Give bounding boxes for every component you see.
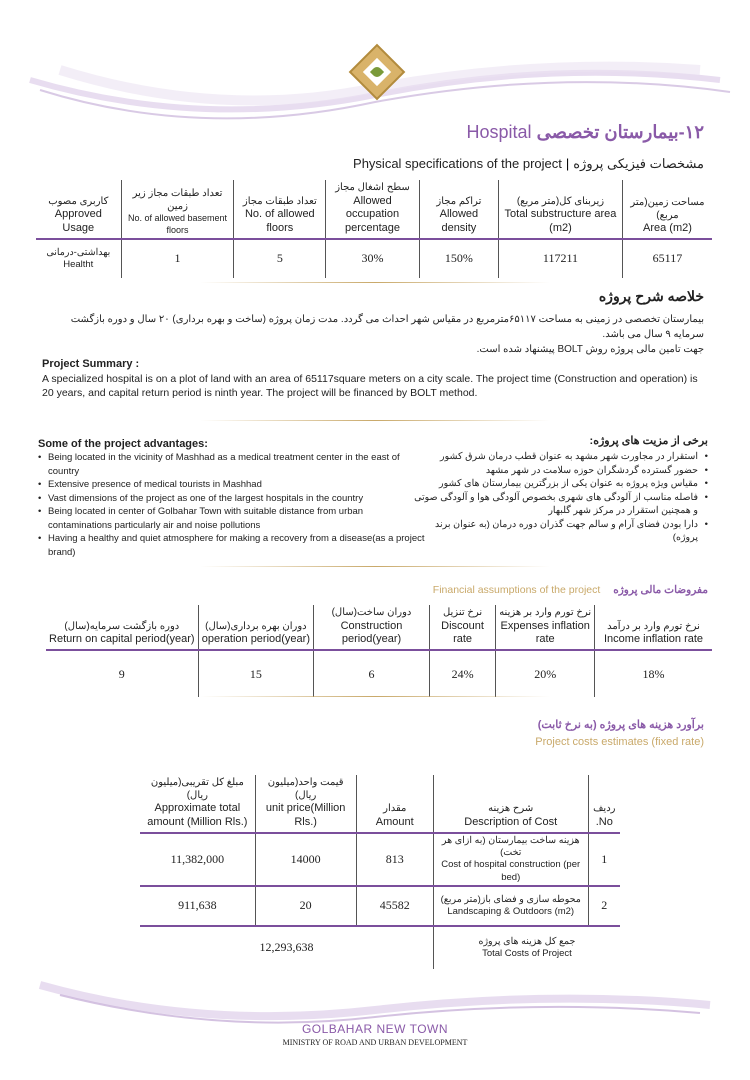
financial-table	[46, 605, 712, 697]
financial-header: نرخ تنزیل Discount rate	[429, 605, 495, 650]
financial-header: دوره بازگشت سرمایه(سال) Return on capital period(year)	[46, 605, 198, 650]
spec-value: 1	[121, 239, 234, 278]
costs-header: مبلغ کل تقریبی(میلیون ریال) Approximate total amount (Million Rls.)	[140, 775, 255, 833]
costs-header: ردیف No.	[588, 775, 620, 833]
list-item: • استقرار در مجاورت شهر مشهد به عنوان قطب درمان شرق کشور	[408, 450, 708, 464]
cost-unit: 14000	[255, 833, 356, 886]
cost-desc: هزینه ساخت بیمارستان (به ازای هر تخت) Cost of hospital construction (per bed)	[433, 833, 588, 886]
list-item: • دارا بودن فضای آرام و سالم جهت گذران دوره درمان (به عنوان برند پروژه)	[408, 518, 708, 545]
cost-unit: 20	[255, 886, 356, 926]
financial-value: 18%	[595, 650, 712, 697]
spec-header: زیربنای کل(متر مربع) Total substructure area (m2)	[499, 180, 623, 239]
spec-value: 65117	[622, 239, 712, 278]
page-title	[453, 122, 704, 143]
list-item: • Having a healthy and quiet atmosphere for making a recovery from a disease(as a project brand)	[38, 532, 428, 559]
financial-header: دوران ساخت(سال) Construction period(year)	[314, 605, 430, 650]
cost-total: 911,638	[140, 886, 255, 926]
spec-header: تعداد طبقات مجاز No. of allowed floors	[234, 180, 326, 239]
financial-value: 6	[314, 650, 430, 697]
divider	[200, 282, 550, 283]
list-item: • حضور گسترده گردشگران حوزه سلامت در شهر مشهد	[408, 464, 708, 478]
financial-value: 20%	[496, 650, 595, 697]
spec-value: 150%	[419, 239, 498, 278]
cost-amount: 813	[356, 833, 433, 886]
financial-heading-en: Financial assumptions of the project	[432, 584, 601, 596]
spec-header: تراکم مجاز Allowed density	[419, 180, 498, 239]
list-item: و همچنین استقرار در مرکز شهر گلبهار	[548, 505, 698, 516]
costs-heading-en: Project costs estimates (fixed rate)	[535, 736, 704, 748]
list-item: • فاصله مناسب از آلودگی های شهری بخصوص آلودگی هوا و آلودگی صوتی	[408, 491, 708, 505]
total-row	[140, 926, 620, 969]
title-en: Hospital	[466, 122, 532, 142]
list-item: • مقیاس ویژه پروژه به عنوان یکی از بزرگترین بیمارستان های کشور	[408, 477, 708, 491]
financial-value: 9	[118, 666, 125, 681]
cost-desc: محوطه سازی و فضای باز(متر مربع) Landscaping & Outdoors (m2)	[433, 886, 588, 926]
advantages-list-fa	[408, 450, 708, 545]
list-item: • Extensive presence of medical tourists in Mashhad	[38, 478, 428, 492]
financial-value: 15	[198, 650, 314, 697]
spec-header: کاربری مصوب Approved Usage	[36, 180, 121, 239]
summary-text-en: A specialized hospital is on a plot of land with an area of 65117square meters on a city scale. The project time (Construction and operation) is 20 years, and capital return period is ninth year. The project will be financed by BOLT method.	[42, 373, 698, 399]
financial-header: نرخ تورم وارد بر هزینه Expenses inflation rate	[496, 605, 595, 650]
list-item: contaminations particularly air and noise pollutions	[48, 519, 261, 531]
spec-usage: بهداشتی-درمانی Healtht	[46, 247, 111, 270]
cost-grand-total: 12,293,638	[259, 940, 314, 955]
cost-no: 1	[588, 833, 620, 886]
footer-subtitle: MINISTRY OF ROAD AND URBAN DEVELOPMENT	[282, 1038, 468, 1047]
spec-header: مساحت زمین(متر مربع) Area (m2)	[622, 180, 712, 239]
list-item: • Being located in the vicinity of Mashhad as a medical treatment center in the east of country	[38, 451, 428, 478]
cost-no: 2	[588, 886, 620, 926]
spec-value: 30%	[326, 239, 420, 278]
advantages-list-en	[38, 451, 428, 559]
spec-header: سطح اشغال مجاز Allowed occupation percentage	[326, 180, 420, 239]
divider	[200, 566, 550, 567]
advantages-heading-en: Some of the project advantages:	[38, 438, 208, 450]
divider	[200, 696, 550, 697]
spec-heading: مشخصات فیزیکی پروژه|Physical specifications of the project	[353, 156, 704, 171]
table-row	[140, 886, 620, 926]
costs-table	[140, 775, 620, 969]
title-fa: ۱۲-بیمارستان تخصصی	[536, 122, 704, 142]
costs-header: شرح هزینه Description of Cost	[433, 775, 588, 833]
footer-title: GOLBAHAR NEW TOWN	[301, 1022, 449, 1036]
cost-amount: 45582	[356, 886, 433, 926]
cost-total-label: جمع کل هزینه های پروژه Total Costs of Project	[433, 926, 620, 969]
spec-table	[36, 180, 712, 278]
spec-heading-fa: مشخصات فیزیکی پروژه	[573, 156, 704, 171]
financial-value: 24%	[429, 650, 495, 697]
spec-value: 5	[234, 239, 326, 278]
summary-heading-en: Project Summary :	[42, 358, 140, 370]
spec-heading-en: Physical specifications of the project	[353, 156, 562, 171]
table-row	[140, 833, 620, 886]
list-item: • Vast dimensions of the project as one of the largest hospitals in the country	[38, 492, 428, 506]
summary-text-fa: بیمارستان تخصصی در زمینی به مساحت ۶۵۱۱۷مترمربع در مقیاس شهر احداث می گردد. مدت زمان پروژه (ساخت و بهره برداری) ۲۰ سال و دوره بازگشت سرمایه ۹ سال می باشد. جهت تامین مالی پروژه روش BOLT پیشنهاد شده است.	[70, 314, 704, 355]
cost-total: 11,382,000	[140, 833, 255, 886]
financial-header: دوران بهره برداری(سال) operation period(year)	[198, 605, 314, 650]
list-item: • Being located in center of Golbahar Town with suitable distance from urban	[38, 505, 428, 519]
costs-header: قیمت واحد(میلیون ریال) unit price(Million Rls.)	[255, 775, 356, 833]
spec-header: تعداد طبقات مجاز زیر زمین No. of allowed basement floors	[121, 180, 234, 239]
financial-heading-fa: مفروضات مالی پروژه	[613, 584, 708, 596]
costs-header: مقدار Amount	[356, 775, 433, 833]
divider	[200, 420, 550, 421]
costs-heading-fa: برآورد هزینه های پروژه (به نرخ ثابت)	[537, 719, 704, 731]
advantages-heading-fa: برخی از مزیت های پروژه:	[589, 435, 708, 447]
summary-heading-fa: خلاصه شرح پروژه	[598, 288, 704, 304]
financial-header: نرخ تورم وارد بر درآمد Income inflation rate	[595, 605, 712, 650]
spec-value: 117211	[499, 239, 623, 278]
financial-heading	[433, 584, 708, 596]
